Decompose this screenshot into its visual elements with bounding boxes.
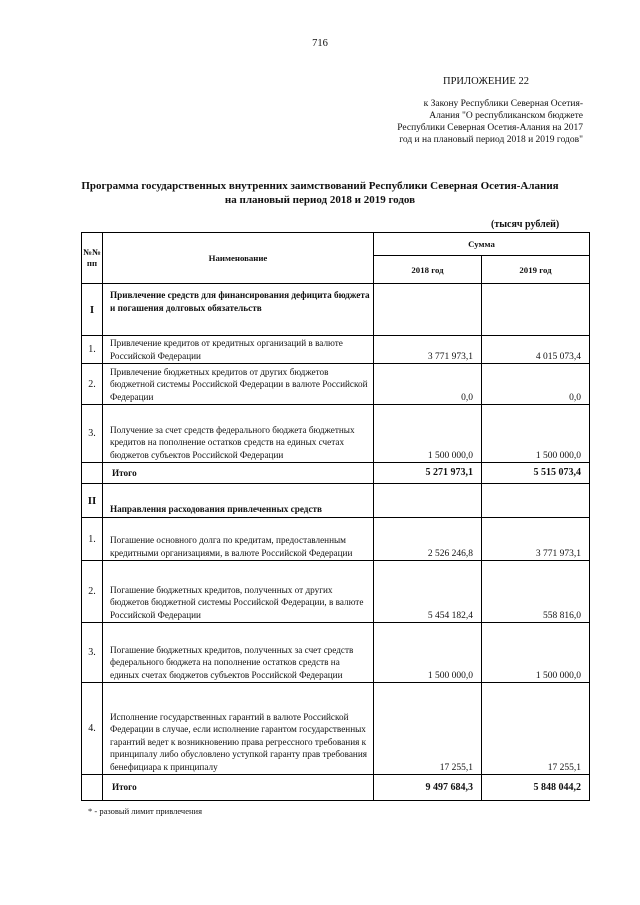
amount-2018: 2 526 246,8 bbox=[374, 518, 482, 561]
amount-2018: 1 500 000,0 bbox=[374, 623, 482, 683]
footnote: * - разовый лимит привлечения bbox=[88, 806, 202, 816]
section-row bbox=[82, 284, 590, 336]
amount-2019: 17 255,1 bbox=[482, 683, 590, 775]
table-row bbox=[82, 364, 590, 405]
total-label: Итого bbox=[103, 463, 374, 484]
row-name: Привлечение бюджетных кредитов от других бюджетов бюджетной системы Российской Федерации в валюте Российской Федерации bbox=[103, 364, 374, 405]
section-number: I bbox=[82, 284, 103, 336]
amount-2018: 0,0 bbox=[374, 364, 482, 405]
section-number: II bbox=[82, 484, 103, 518]
appendix-title: ПРИЛОЖЕНИЕ 22 bbox=[443, 76, 529, 87]
empty-cell bbox=[482, 484, 590, 518]
row-number: 3. bbox=[82, 623, 103, 683]
header-year-2018: 2018 год bbox=[374, 256, 482, 284]
empty-cell bbox=[374, 284, 482, 336]
table-row bbox=[82, 683, 590, 775]
amount-2018: 3 771 973,1 bbox=[374, 336, 482, 364]
section-title: Направления расходования привлеченных средств bbox=[103, 484, 374, 518]
total-2019: 5 515 073,4 bbox=[482, 463, 590, 484]
header-name: Наименование bbox=[103, 233, 374, 284]
law-reference bbox=[323, 98, 583, 146]
program-title-line: на плановый период 2018 и 2019 годов bbox=[224, 194, 416, 206]
header-number-line2: пп bbox=[86, 258, 98, 268]
row-number: 2. bbox=[82, 364, 103, 405]
units-label: (тысяч рублей) bbox=[491, 219, 560, 230]
row-number: 4. bbox=[82, 683, 103, 775]
amount-2019: 0,0 bbox=[482, 364, 590, 405]
table-row bbox=[82, 405, 590, 463]
row-name: Получение за счет средств федерального бюджета бюджетных кредитов на пополнение остатков средств на единых счетах бюджетов субъектов Российской Федерации bbox=[103, 405, 374, 463]
total-label: Итого bbox=[103, 775, 374, 801]
row-name: Погашение основного долга по кредитам, предоставленным кредитными организациями, в валюте Российской Федерации bbox=[103, 518, 374, 561]
table-row bbox=[82, 561, 590, 623]
amount-2019: 3 771 973,1 bbox=[482, 518, 590, 561]
header-number bbox=[82, 233, 103, 284]
section-title: Привлечение средств для финансирования дефицита бюджета и погашения долговых обязательств bbox=[103, 284, 374, 336]
row-number: 1. bbox=[82, 336, 103, 364]
header-number-line1: №№ bbox=[83, 247, 101, 257]
program-title-line: Программа государственных внутренних заимствований Республики Северная Осетия-Алания bbox=[81, 180, 559, 192]
header-year-2019: 2019 год bbox=[482, 256, 590, 284]
amount-2019: 4 015 073,4 bbox=[482, 336, 590, 364]
header-sum: Сумма bbox=[374, 233, 590, 256]
program-title bbox=[0, 179, 640, 207]
law-reference-line: Алания "О республиканском бюджете bbox=[429, 111, 583, 121]
amount-2018: 5 454 182,4 bbox=[374, 561, 482, 623]
total-2018: 5 271 973,1 bbox=[374, 463, 482, 484]
total-2018: 9 497 684,3 bbox=[374, 775, 482, 801]
row-name: Привлечение кредитов от кредитных организаций в валюте Российской Федерации bbox=[103, 336, 374, 364]
page-number: 716 bbox=[312, 38, 328, 49]
amount-2019: 1 500 000,0 bbox=[482, 405, 590, 463]
row-name: Погашение бюджетных кредитов, полученных от других бюджетов бюджетной системы Российской Федерации, в валюте Российской Федерации bbox=[103, 561, 374, 623]
law-reference-line: год и на плановый период 2018 и 2019 годов" bbox=[399, 135, 583, 145]
total-row bbox=[82, 463, 590, 484]
total-2019: 5 848 044,2 bbox=[482, 775, 590, 801]
amount-2019: 558 816,0 bbox=[482, 561, 590, 623]
table-row bbox=[82, 518, 590, 561]
amount-2018: 1 500 000,0 bbox=[374, 405, 482, 463]
row-name: Исполнение государственных гарантий в валюте Российской Федерации в случае, если исполнение гарантом государственных гарантий ведет к возникновению права регрессного требования к принципалу либо обусловлено уступкой гаранту прав требования бенефициара к принципалу bbox=[103, 683, 374, 775]
row-number: 3. bbox=[82, 405, 103, 463]
empty-cell bbox=[82, 463, 103, 484]
table-row bbox=[82, 623, 590, 683]
table-row bbox=[82, 336, 590, 364]
total-row bbox=[82, 775, 590, 801]
row-number: 2. bbox=[82, 561, 103, 623]
empty-cell bbox=[482, 284, 590, 336]
section-row bbox=[82, 484, 590, 518]
amount-2019: 1 500 000,0 bbox=[482, 623, 590, 683]
amount-2018: 17 255,1 bbox=[374, 683, 482, 775]
borrowing-program-table bbox=[81, 232, 590, 801]
law-reference-line: Республики Северная Осетия-Алания на 2017 bbox=[397, 123, 583, 133]
row-number: 1. bbox=[82, 518, 103, 561]
law-reference-line: к Закону Республики Северная Осетия- bbox=[423, 99, 583, 109]
empty-cell bbox=[374, 484, 482, 518]
row-name: Погашение бюджетных кредитов, полученных за счет средств федерального бюджета на пополнение остатков средств на единых счетах бюджетов субъектов Российской Федерации bbox=[103, 623, 374, 683]
empty-cell bbox=[82, 775, 103, 801]
